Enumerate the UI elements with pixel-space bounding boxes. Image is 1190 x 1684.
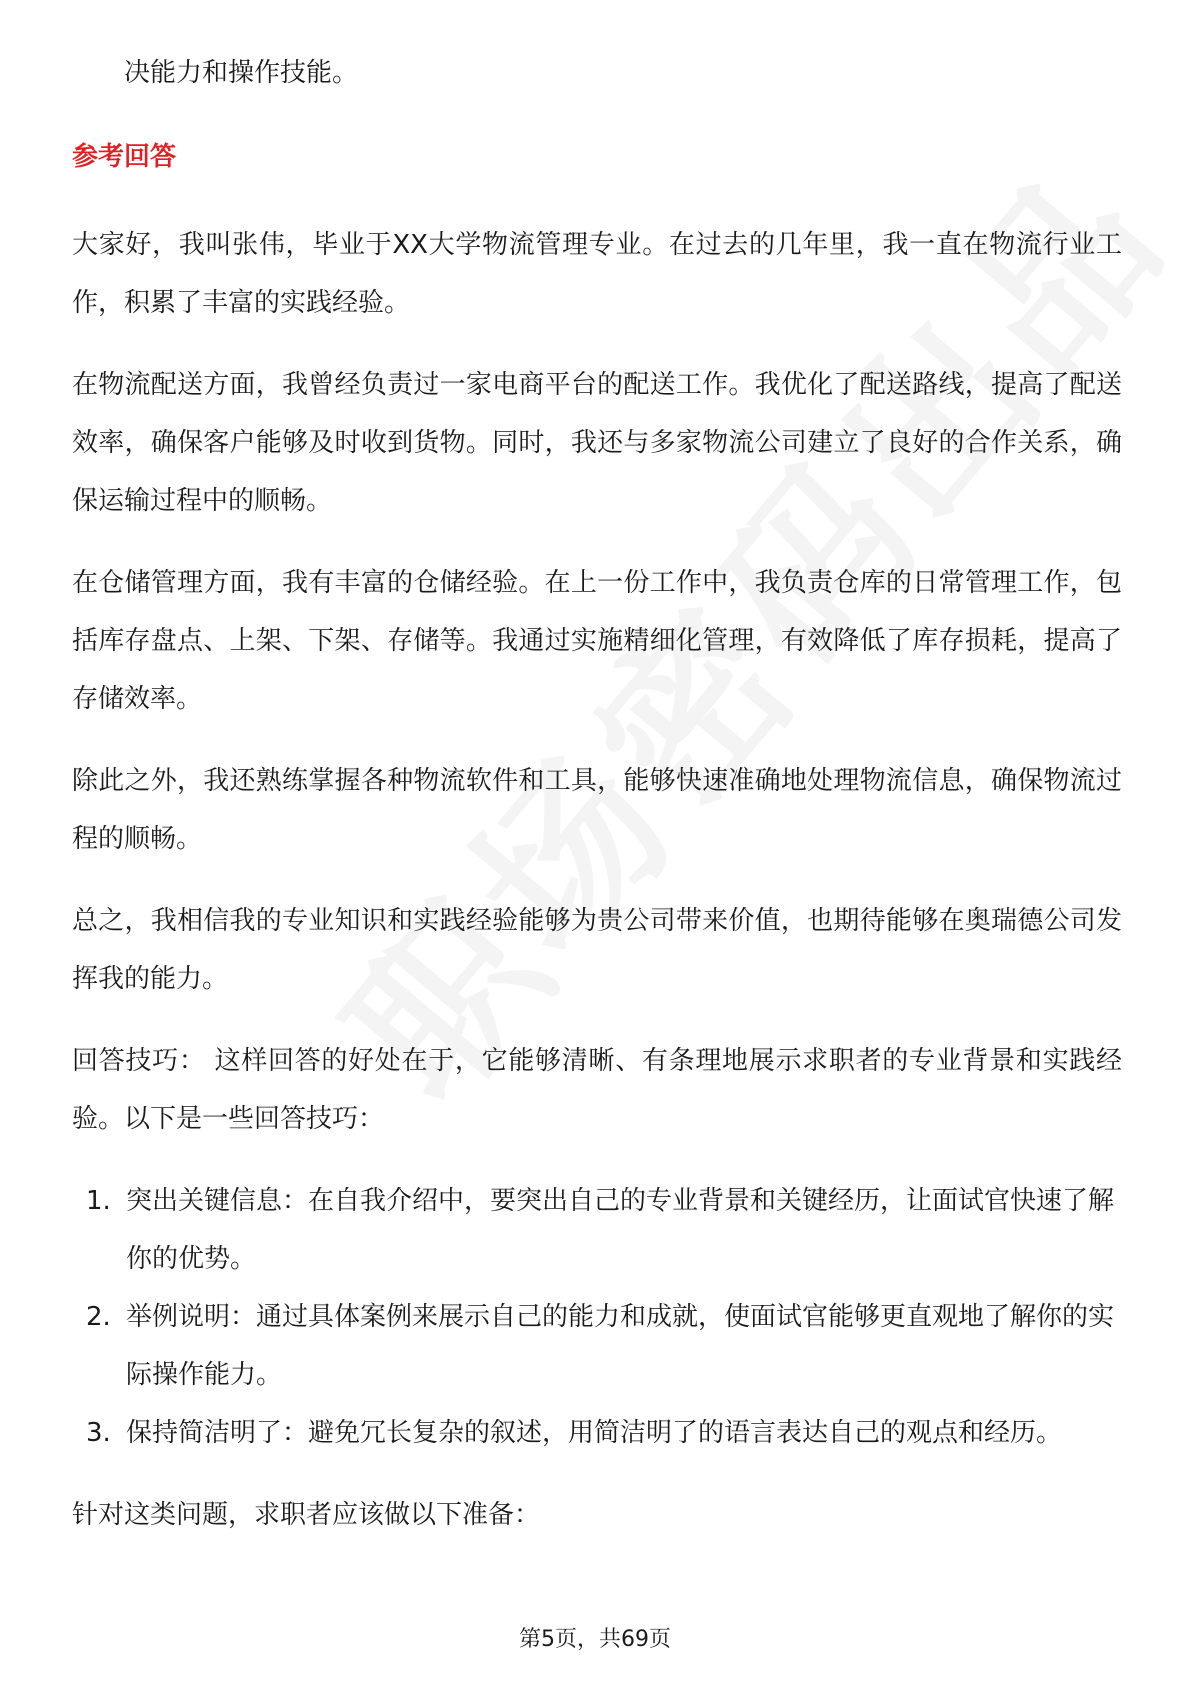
list-item-text: 举例说明：通过具体案例来展示自己的能力和成就，使面试官能够更直观地了解你的实际操作能力。: [126, 1302, 1115, 1390]
paragraph-warehouse: 在仓储管理方面，我有丰富的仓储经验。在上一份工作中，我负责仓库的日常管理工作，包括库存盘点、上架、下架、存储等。我通过实施精细化管理，有效降低了库存损耗，提高了存储效率。: [72, 568, 1122, 714]
closing-text: 针对这类问题，求职者应该做以下准备：: [72, 1500, 541, 1530]
paragraph-tips-intro: 回答技巧： 这样回答的好处在于，它能够清晰、有条理地展示求职者的专业背景和实践经验。以下是一些回答技巧：: [72, 1046, 1122, 1134]
paragraph-software: 除此之外，我还熟练掌握各种物流软件和工具，能够快速准确地处理物流信息，确保物流过程的顺畅。: [72, 766, 1122, 854]
list-item-text: 保持简洁明了：避免冗长复杂的叙述，用简洁明了的语言表达自己的观点和经历。: [126, 1418, 1063, 1448]
continuation-text: 决能力和操作技能。: [124, 58, 359, 88]
list-number: 1.: [86, 1186, 111, 1216]
paragraph-delivery: 在物流配送方面，我曾经负责过一家电商平台的配送工作。我优化了配送路线，提高了配送效率，确保客户能够及时收到货物。同时，我还与多家物流公司建立了良好的合作关系，确保运输过程中的顺畅。: [72, 370, 1122, 516]
list-item: [72, 1172, 1122, 1288]
tips-list: [72, 1172, 1122, 1462]
page-footer: 第5页，共69页: [519, 1627, 671, 1652]
list-item: [72, 1404, 1122, 1462]
page-content: [72, 44, 1122, 1544]
section-heading: 参考回答: [72, 142, 177, 172]
list-item: [72, 1288, 1122, 1404]
list-item-text: 突出关键信息：在自我介绍中，要突出自己的专业背景和关键经历，让面试官快速了解你的优势。: [126, 1186, 1115, 1274]
list-number: 2.: [86, 1302, 111, 1332]
list-number: 3.: [86, 1418, 111, 1448]
paragraph-summary: 总之，我相信我的专业知识和实践经验能够为贵公司带来价值，也期待能够在奥瑞德公司发挥我的能力。: [72, 906, 1122, 994]
paragraph-intro: 大家好，我叫张伟，毕业于XX大学物流管理专业。在过去的几年里，我一直在物流行业工作，积累了丰富的实践经验。: [72, 230, 1122, 318]
